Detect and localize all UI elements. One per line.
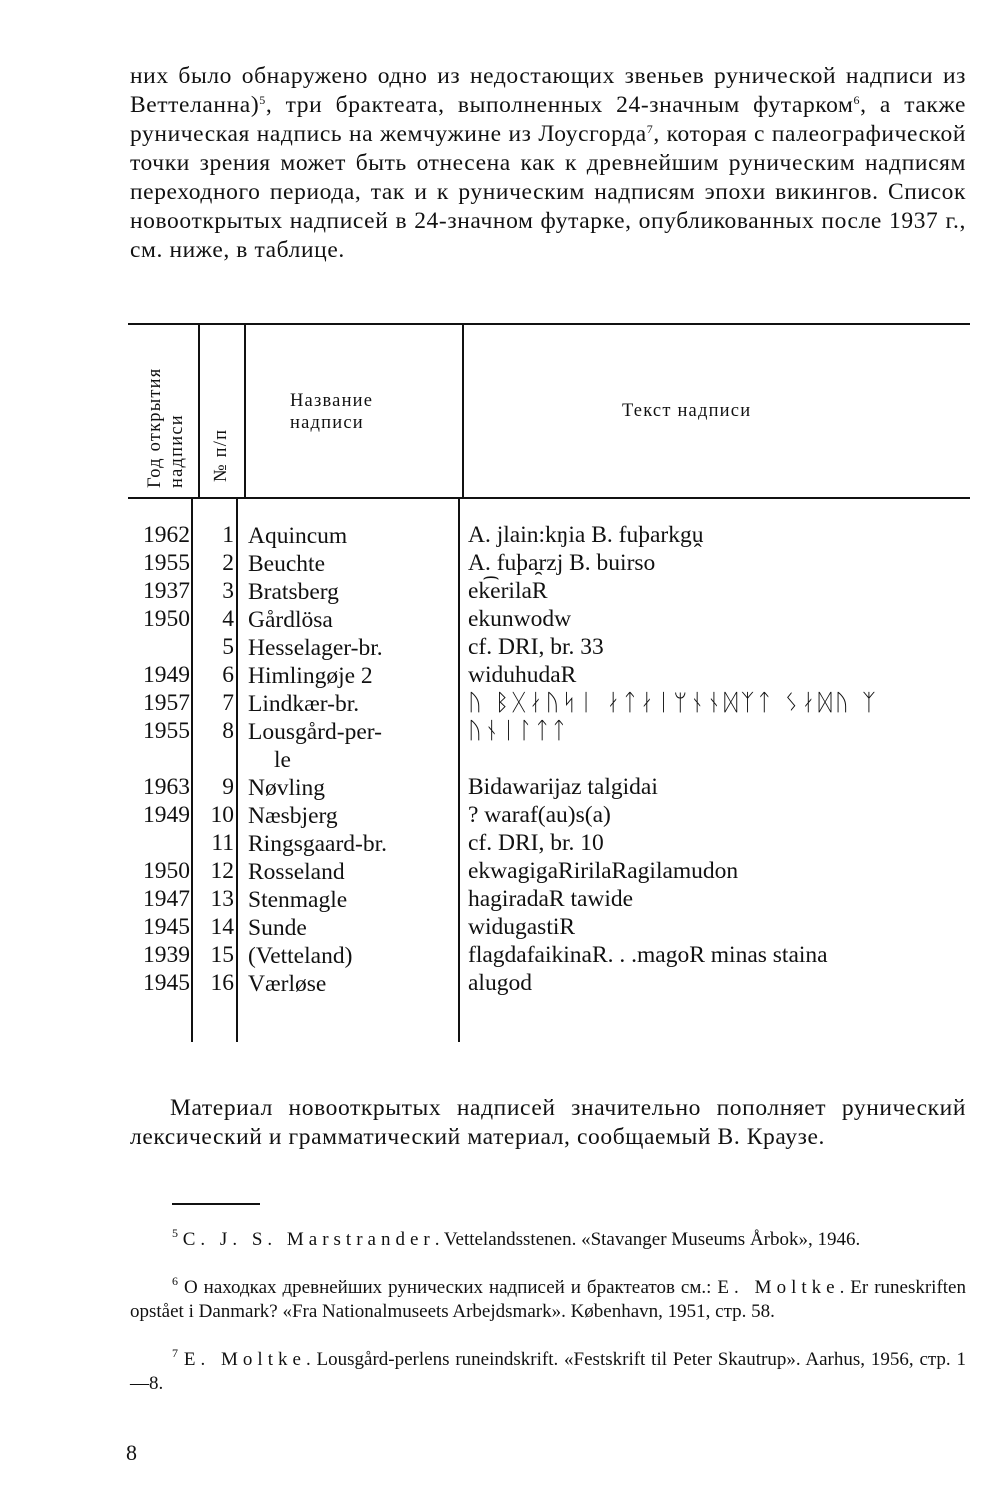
row-name: Aquincum xyxy=(248,523,348,549)
row-year: 1939 xyxy=(143,942,190,968)
row-inscription-text: alugod xyxy=(468,970,532,996)
row-name: Himlingøje 2 xyxy=(248,663,373,689)
row-year: 1950 xyxy=(143,858,190,884)
row-name: Lousgård-per- xyxy=(248,719,382,745)
row-name-cell xyxy=(248,662,458,690)
row-inscription-text: cf. DRI, br. 10 xyxy=(468,830,604,856)
row-number: 9 xyxy=(222,774,234,800)
row-name-cell xyxy=(248,942,458,970)
row-name: Værløse xyxy=(248,971,327,997)
row-name: (Vetteland) xyxy=(248,943,353,969)
page-number: 8 xyxy=(126,1440,137,1465)
row-number: 6 xyxy=(222,662,234,688)
row-name: Næsbjerg xyxy=(248,803,338,829)
row-number: 1 xyxy=(222,522,234,548)
row-year: 1955 xyxy=(143,718,190,744)
row-inscription-text: widuhudaR xyxy=(468,662,577,688)
row-name: Ringsgaard-br. xyxy=(248,831,388,857)
row-year: 1947 xyxy=(143,886,190,912)
table-row xyxy=(128,830,968,858)
row-name-cell xyxy=(248,886,458,914)
row-name-cell xyxy=(248,522,458,550)
header-number xyxy=(210,429,232,482)
row-inscription-text: widugastiR xyxy=(468,914,576,940)
row-name: Nøvling xyxy=(248,775,326,801)
table-body xyxy=(128,522,968,998)
table-header-rule xyxy=(128,497,970,499)
row-inscription-text: hagiradaR tawide xyxy=(468,886,634,912)
row-inscription-text: ek͡erilaR xyxy=(468,578,548,604)
footnote-author: E. Moltke xyxy=(183,1349,306,1370)
row-name-continuation: le xyxy=(274,747,291,773)
header-text xyxy=(622,400,751,422)
footnote-mark: 5 xyxy=(172,1226,178,1240)
row-number: 5 xyxy=(222,634,234,660)
row-inscription-text: ᚢ ᛒᚷᛅᚢᛋᛁ ᛅᛏᛅᛁᛘᚾᚾᛞᛉᛏ ᛊᛅᛞᚢ ᛉ xyxy=(468,690,879,716)
footnote-text: . Lousgård-perlens runeindskrift. «Festskrift til Peter Skautrup». Aarhus, 1956, стр. 1—8. xyxy=(130,1349,967,1394)
intro-text-1: них было обнаружено одно из недостающих звеньев рунической надписи из Веттеланна) xyxy=(130,63,966,118)
row-year: 1955 xyxy=(143,550,190,576)
row-number: 11 xyxy=(211,830,234,856)
table-row xyxy=(128,718,968,774)
footnote-mark: 7 xyxy=(172,1346,178,1360)
row-inscription-text: ekunwodw xyxy=(468,606,572,632)
table-col-divider-1 xyxy=(198,325,200,497)
row-inscription-text: ? waraf(au)s(a) xyxy=(468,802,611,828)
footnote-text: . Vettelandsstenen. «Stavanger Museums Årbok», 1946. xyxy=(434,1229,861,1250)
row-name-cell xyxy=(248,830,458,858)
footnote-mark: 6 xyxy=(172,1274,178,1288)
row-name-cell xyxy=(248,718,458,774)
table-row xyxy=(128,970,968,998)
footnote-ref-6: 6 xyxy=(853,93,861,107)
row-name-cell xyxy=(248,858,458,886)
table-row xyxy=(128,886,968,914)
row-inscription-text: ᚢᚾᛁᛚᛏᛏ xyxy=(468,718,569,744)
header-text-text: Текст надписи xyxy=(622,401,752,421)
row-name: Lindkær-br. xyxy=(248,691,360,717)
row-number: 16 xyxy=(210,970,234,996)
row-name: Stenmagle xyxy=(248,887,348,913)
row-number: 3 xyxy=(222,578,234,604)
row-year: 1949 xyxy=(143,662,190,688)
row-year: 1957 xyxy=(143,690,190,716)
footnote-prefix: О находках древнейших рунических надписей и брактеатов см.: xyxy=(183,1277,718,1298)
row-name: Rosseland xyxy=(248,859,345,885)
header-year-text: Год открытия надписи xyxy=(145,367,187,488)
row-inscription-text: cf. DRI, br. 33 xyxy=(468,634,604,660)
row-number: 14 xyxy=(210,914,234,940)
row-inscription-text: ekwagigaRirilaRagilamudon xyxy=(468,858,739,884)
table-row xyxy=(128,802,968,830)
row-name-cell xyxy=(248,550,458,578)
row-name: Bratsberg xyxy=(248,579,339,605)
table-col-divider-2 xyxy=(244,325,246,497)
table-row xyxy=(128,914,968,942)
row-name-cell xyxy=(248,802,458,830)
row-name-cell xyxy=(248,970,458,998)
row-number: 10 xyxy=(210,802,234,828)
row-number: 2 xyxy=(222,550,234,576)
row-inscription-text: A. fuþa̯rzj B. buirso xyxy=(468,550,656,576)
table-row xyxy=(128,634,968,662)
footnote-author: E. Moltke xyxy=(717,1277,840,1298)
row-year: 1950 xyxy=(143,606,190,632)
header-year xyxy=(144,328,188,488)
row-name-cell xyxy=(248,914,458,942)
table-row xyxy=(128,690,968,718)
row-number: 7 xyxy=(222,690,234,716)
header-number-text: № п/п xyxy=(211,428,231,482)
table-row xyxy=(128,550,968,578)
table-top-rule xyxy=(128,323,970,325)
row-inscription-text: Bidawarijaz talgidai xyxy=(468,774,658,800)
row-name-cell xyxy=(248,578,458,606)
row-year: 1963 xyxy=(143,774,190,800)
header-name-text: Название надписи xyxy=(290,391,374,433)
row-year: 1945 xyxy=(143,970,190,996)
footnote-ref-7: 7 xyxy=(646,122,654,136)
row-inscription-text: flagdafaikinaR. . .magoR minas staina xyxy=(468,942,828,968)
table-row xyxy=(128,942,968,970)
row-year: 1949 xyxy=(143,802,190,828)
footnote-separator xyxy=(172,1203,260,1205)
row-name: Beuchte xyxy=(248,551,325,577)
row-year: 1945 xyxy=(143,914,190,940)
intro-text-4: , которая с палеографической точки зрения может быть отнесена как к древнейшим руническим надписям переходного периода, так и к руническим надписям эпохи викингов. Список новооткрытых надписей в 24-значном футарке, опубликованных после 1937 г., см. ниже, в таблице. xyxy=(130,121,966,263)
intro-text-3: , а также руническая надпись на жемчужине из Лоусгорда xyxy=(130,92,967,147)
row-number: 4 xyxy=(222,606,234,632)
row-name-cell xyxy=(248,774,458,802)
footnote-5 xyxy=(130,1228,966,1252)
row-name: Gårdlösa xyxy=(248,607,333,633)
table-row xyxy=(128,858,968,886)
footnote-text: . Er runeskriften opstået i Danmark? «Fra Nationalmuseets Arbejdsmark». København, 1951, стр. 58. xyxy=(130,1277,966,1322)
table-row xyxy=(128,774,968,802)
row-name: Hesselager-br. xyxy=(248,635,383,661)
table-row xyxy=(128,578,968,606)
row-number: 8 xyxy=(222,718,234,744)
outro-text: Материал новооткрытых надписей значительно пополняет рунический лексический и грамматический материал, сообщаемый В. Краузе. xyxy=(130,1095,966,1150)
outro-paragraph xyxy=(130,1094,966,1152)
row-name-cell xyxy=(248,606,458,634)
intro-paragraph xyxy=(130,62,966,265)
row-name: Sunde xyxy=(248,915,307,941)
row-inscription-text: A. jlain:kŋia B. fuþarkgṷ xyxy=(468,522,704,548)
row-number: 13 xyxy=(210,886,234,912)
row-number: 12 xyxy=(210,858,234,884)
footnote-author: C. J. S. Marstrander xyxy=(182,1229,435,1250)
table-col-divider-3 xyxy=(462,325,464,497)
table-row xyxy=(128,662,968,690)
header-name xyxy=(290,390,410,434)
intro-text-2: , три брактеата, выполненных 24-значным футарком xyxy=(265,92,854,118)
row-name-cell xyxy=(248,690,458,718)
footnote-6 xyxy=(130,1276,966,1324)
row-name-cell xyxy=(248,634,458,662)
footnote-ref-5: 5 xyxy=(259,93,266,107)
table-row xyxy=(128,522,968,550)
footnote-7 xyxy=(130,1348,966,1396)
table-row xyxy=(128,606,968,634)
row-number: 15 xyxy=(210,942,234,968)
row-year: 1962 xyxy=(143,522,190,548)
row-year: 1937 xyxy=(143,578,190,604)
